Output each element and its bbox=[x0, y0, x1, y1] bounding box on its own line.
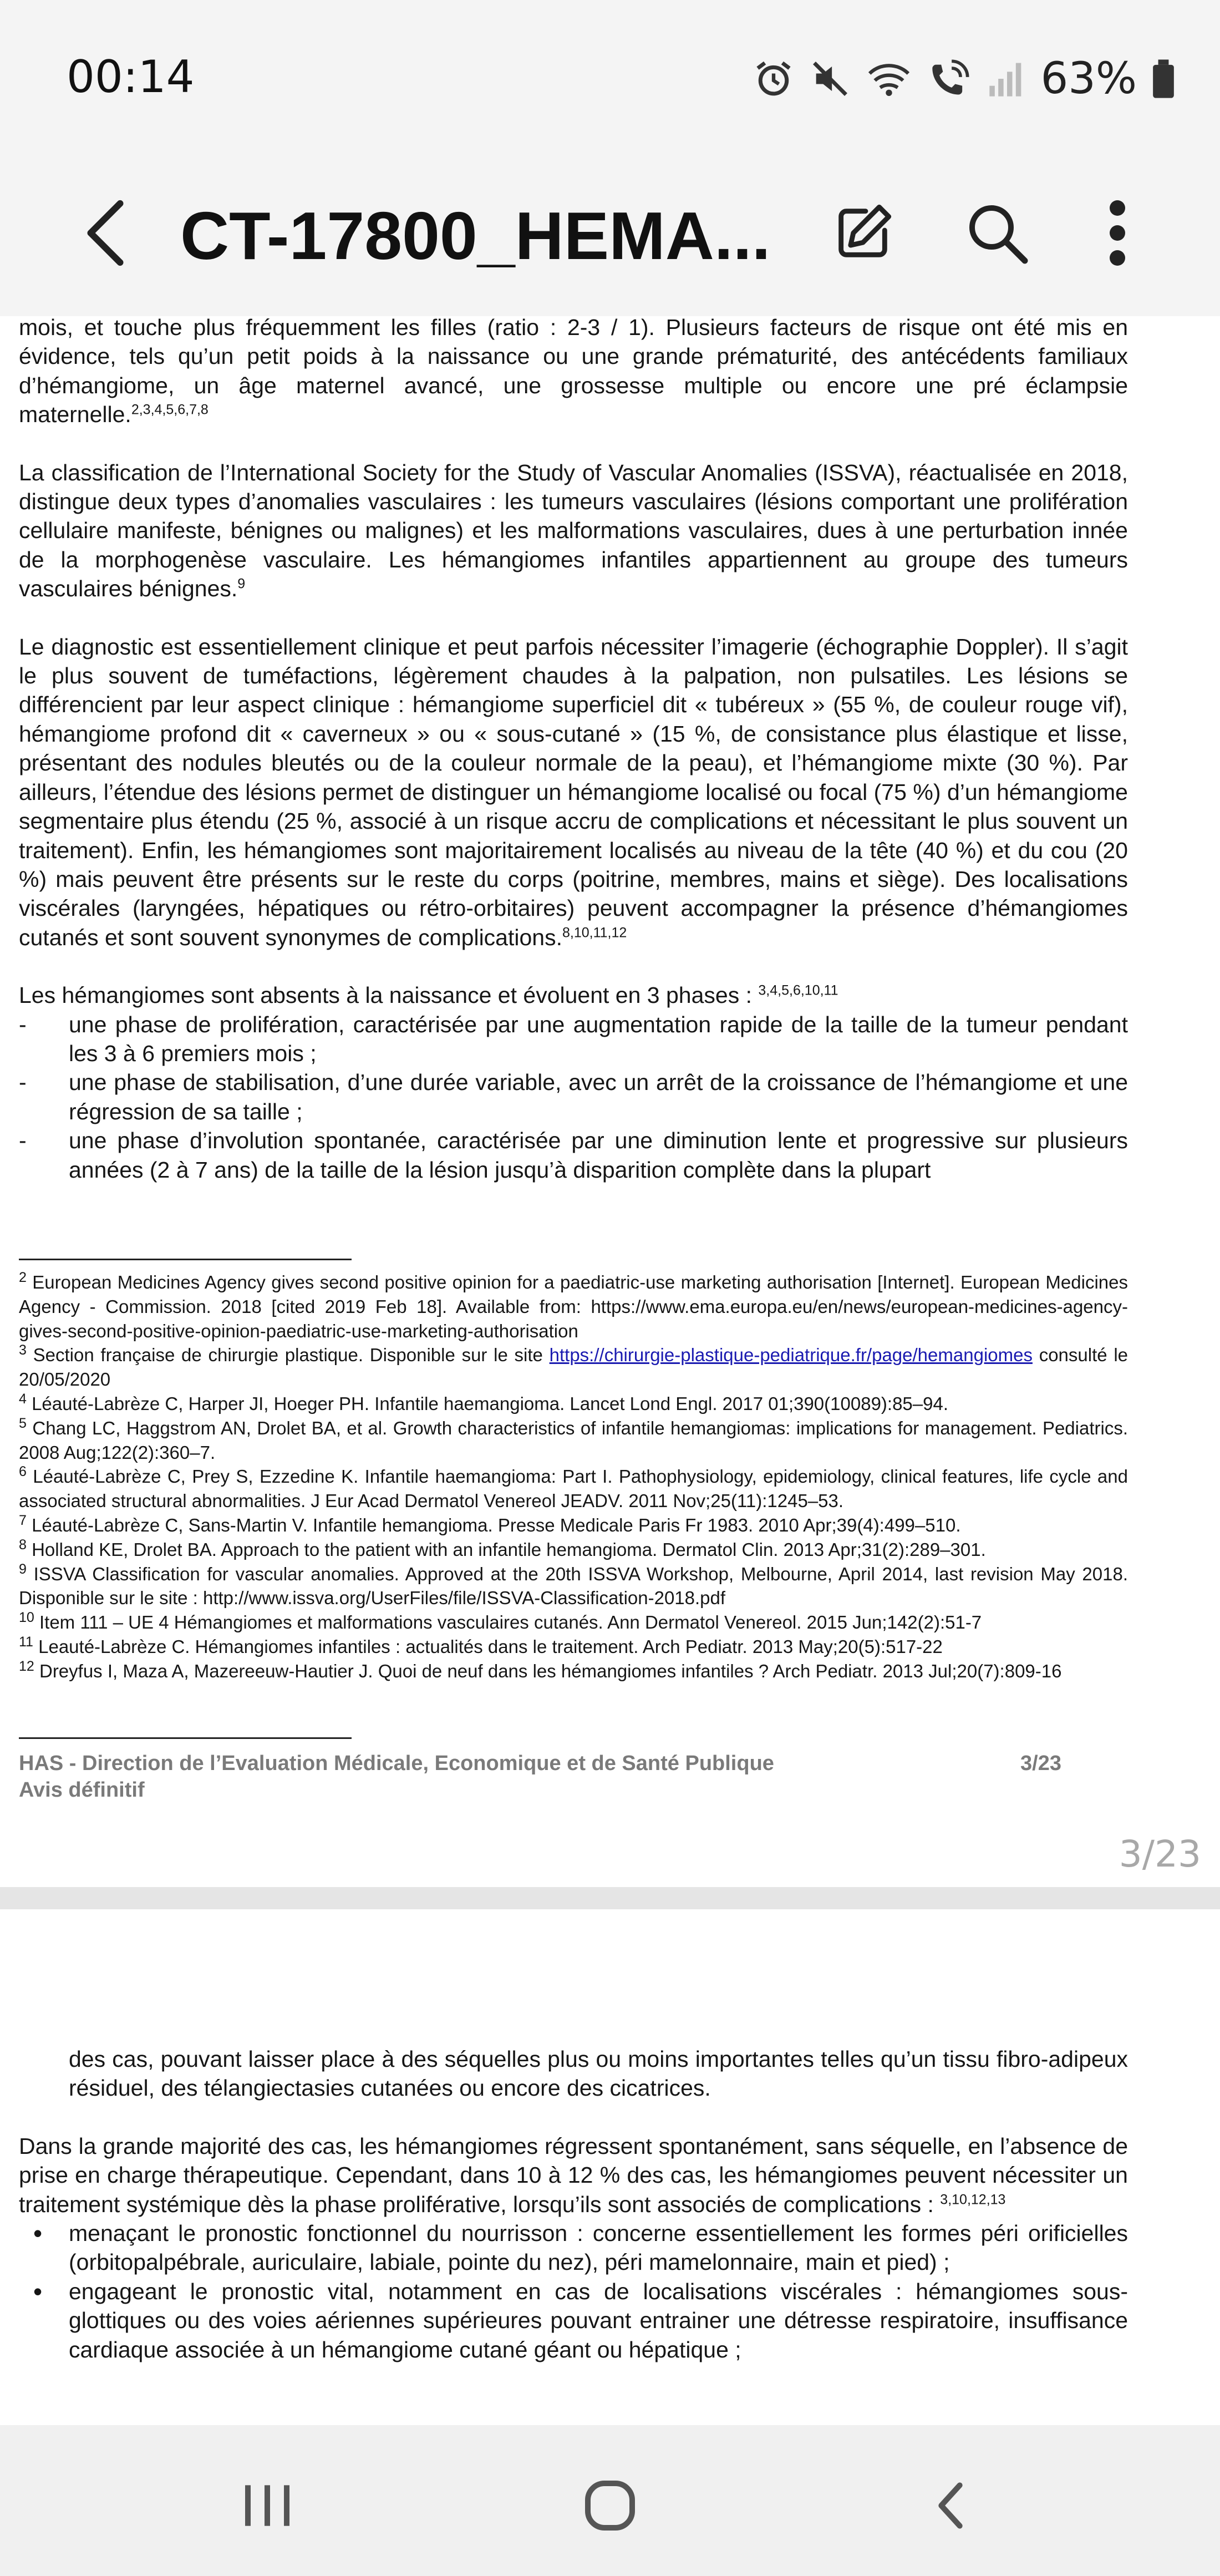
list-item: • engageant le pronostic vital, notamment en cas de localisations viscérales : hémangiomes sous-glottiques ou des voies aériennes supérieures pouvant entrainer une détresse respiratoire, insuffisance cardiaque associée à un hémangiome cutané géant ou hépatique ; bbox=[19, 2277, 1128, 2364]
footnote: $^3$ Section française de chirurgie plastique. Disponible sur le site https://chirurgie-plastique-pediatrique.fr/page/hemangiomes consulté le 20/05/2020 bbox=[19, 1342, 1128, 1390]
back-button[interactable] bbox=[72, 189, 139, 277]
search-icon bbox=[964, 200, 1030, 266]
alarm-icon bbox=[753, 58, 795, 100]
footnote: $^8$ Holland KE, Drolet BA. Approach to the patient with an infantile hemangioma. Dermatol Clin. 2013 Apr;31(2):289–301. bbox=[19, 1537, 986, 1560]
status-time: 00:14 bbox=[67, 51, 195, 103]
document-page-4[interactable] bbox=[0, 1909, 1220, 2425]
wifi-icon bbox=[866, 58, 912, 100]
document-page-3[interactable] bbox=[0, 316, 1220, 1887]
paragraph-diagnosis: Le diagnostic est essentiellement clinique et peut parfois nécessiter l’imagerie (échographie Doppler). Il s’agit le plus souvent de tuméfactions, légèrement chaudes à la palpation, non pulsatiles. Les lésions se différencient par leur aspect clinique : hémangiome superficiel dit « tubéreux » (55 %, de couleur rouge vif), hémangiome profond dit « caverneux » ou « sous-cutané » (15 %, de consistance plus élastique et lisse, présentant des nodules bleutés ou de la couleur normale de la peau), et l’hémangiome mixte (30 %). Par ailleurs, l’étendue des lésions permet de distinguer un hémangiome localisé ou focal (75 %) d’un hémangiome segmentaire plus étendu (25 %, associé à un risque accru de complications et nécessitant le plus souvent un traitement). Enfin, les hémangiomes sont majoritairement localisés au niveau de la tête (40 %) et du cou (20 %) mais peuvent être présents sur le reste du corps (poitrine, membres, mains et siège). Des localisations viscérales (laryngées, hépatiques ou rétro-orbitaires) peuvent accompagner la présence d’hémangiomes cutanés et sont souvent synonymes de complications.$^{8,10,11,12}$ bbox=[19, 633, 1128, 950]
footnote: $^6$ Léauté-Labrèze C, Prey S, Ezzedine K. Infantile haemangioma: Part I. Pathophysiology, epidemiology, clinical features, life cycle and associated structural abnormalities. J Eur Acad Dermatol Venereol JEADV. 2011 Nov;25(11):1245–53. bbox=[19, 1464, 1128, 1512]
page-indicator: 3/23 bbox=[1119, 1833, 1201, 1875]
footnote: $^2$ European Medicines Agency gives second positive opinion for a paediatric-use marketing authorisation [Internet]. European Medicines Agency - Commission. 2018 [cited 2019 Feb 18]. Available from: https://www.ema.europa.eu/en/news/european-medicines-agency-gives-second-positive-opinion-paediatric-use-marketing-authorisation bbox=[19, 1270, 1128, 1341]
battery-percent: 63% bbox=[1040, 54, 1137, 104]
footnote: $^4$ Léauté-Labrèze C, Harper JI, Hoeger PH. Infantile haemangioma. Lancet Lond Engl. 2017 01;390(10089):85–94. bbox=[19, 1391, 949, 1414]
list-item: - une phase d’involution spontanée, caractérisée par une diminution lente et progressive sur plusieurs années (2 à 7 ans) de la taille de la lésion jusqu’à disparition complète dans la plupart bbox=[19, 1126, 1128, 1184]
back-nav-icon bbox=[931, 2478, 970, 2533]
page-3-body bbox=[19, 316, 1128, 1184]
status-bar bbox=[0, 0, 1220, 150]
footnote: $^9$ ISSVA Classification for vascular anomalies. Approved at the 20th ISSVA Workshop, Melbourne, April 2014, last revision May 2018. Disponible sur le site : http://www.issva.org/UserFiles/file/ISSVA-Classification-2018.pdf bbox=[19, 1561, 1128, 1609]
wifi-calling-icon bbox=[927, 58, 973, 100]
search-button[interactable] bbox=[958, 194, 1036, 272]
phases-list bbox=[19, 1010, 1128, 1184]
paragraph-risk-factors: mois, et touche plus fréquemment les filles (ratio : 2-3 / 1). Plusieurs facteurs de risque ont été mis en évidence, tels qu’un petit poids à la naissance ou une grande prématurité, des antécédents familiaux d’hémangiome, un âge maternel avancé, une grossesse multiple ou encore une pré éclampsie maternelle.$^{2,3,4,5,6,7,8}$ bbox=[19, 316, 1128, 428]
title-bar bbox=[0, 150, 1220, 316]
paragraph-continuation: des cas, pouvant laisser place à des séquelles plus ou moins importantes telles qu’un tissu fibro-adipeux résiduel, des télangiectasies cutanées ou encore des cicatrices. bbox=[69, 2046, 1128, 2101]
page-footer bbox=[19, 1737, 1128, 1803]
complications-list bbox=[19, 2219, 1128, 2364]
recent-apps-button[interactable] bbox=[223, 2464, 312, 2547]
phases-intro: Les hémangiomes sont absents à la naissance et évoluent en 3 phases : $^{3,4,5,6,10,11}$ bbox=[19, 982, 838, 1008]
mute-icon bbox=[809, 58, 851, 100]
footnotes bbox=[19, 1259, 1128, 1683]
footnote: $^7$ Léauté-Labrèze C, Sans-Martin V. Infantile hemangioma. Presse Medicale Paris Fr 1983. 2010 Apr;39(4):499–510. bbox=[19, 1512, 961, 1535]
list-item: - une phase de stabilisation, d’une durée variable, avec un arrêt de la croissance de l’hémangiome et une régression de sa taille ; bbox=[19, 1068, 1128, 1126]
signal-icon bbox=[988, 58, 1026, 100]
document-title: CT-17800_HEMA... bbox=[180, 198, 771, 273]
footnote: $^{12}$ Dreyfus I, Maza A, Mazereeuw-Hautier J. Quoi de neuf dans les hémangiomes infantiles ? Arch Pediatr. 2013 Jul;20(7):809-16 bbox=[19, 1658, 1062, 1681]
home-icon bbox=[582, 2478, 638, 2533]
more-icon bbox=[1106, 200, 1128, 266]
back-icon bbox=[80, 197, 130, 269]
paragraph-issva: La classification de l’International Society for the Study of Vascular Anomalies (ISSVA), réactualisée en 2018, distingue deux types d’anomalies vasculaires : les tumeurs vasculaires (lésions comportant une prolifération cellulaire manifeste, bénignes ou malignes) et les malformations vasculaires, dues à une perturbation innée de la morphogenèse vasculaire. Les hémangiomes infantiles appartiennent au groupe des tumeurs vasculaires bénignes.$^9$ bbox=[19, 459, 1128, 602]
back-nav-button[interactable] bbox=[906, 2464, 995, 2547]
list-item: - une phase de prolifération, caractérisée par une augmentation rapide de la taille de la tumeur pendant les 3 à 6 premiers mois ; bbox=[19, 1010, 1128, 1068]
footer-organization: HAS - Direction de l’Evaluation Médicale, Economique et de Santé Publique Avis définitif 3/23 bbox=[19, 1750, 1128, 1803]
home-button[interactable] bbox=[566, 2464, 654, 2547]
page-4-body bbox=[19, 2045, 1128, 2364]
list-item: • menaçant le pronostic fonctionnel du nourrisson : concerne essentiellement les formes péri orificielles (orbitopalpébrale, auriculaire, labiale, pointe du nez), péri mamelonnaire, main et pied) ; bbox=[19, 2219, 1128, 2277]
battery-icon bbox=[1151, 58, 1176, 100]
footer-page-number: 3/23 bbox=[1020, 1752, 1061, 1775]
footnote: $^{11}$ Leauté-Labrèze C. Hémangiomes infantiles : actualités dans le traitement. Arch Pediatr. 2013 May;20(5):517-22 bbox=[19, 1634, 943, 1657]
footnote-link[interactable]: https://chirurgie-plastique-pediatrique.fr/page/hemangiomes bbox=[549, 1345, 1033, 1366]
footnote: $^{10}$ Item 111 – UE 4 Hémangiomes et malformations vasculaires cutanés. Ann Dermatol Venereol. 2015 Jun;142(2):51-7 bbox=[19, 1610, 982, 1633]
edit-button[interactable] bbox=[824, 194, 902, 272]
footnote: $^5$ Chang LC, Haggstrom AN, Drolet BA, et al. Growth characteristics of infantile hemangiomas: implications for management. Pediatrics. 2008 Aug;122(2):360–7. bbox=[19, 1415, 1128, 1463]
paragraph-treatment: Dans la grande majorité des cas, les hémangiomes régressent spontanément, sans séquelle, en l’absence de prise en charge thérapeutique. Cependant, dans 10 à 12 % des cas, les hémangiomes peuvent nécessiter un traitement systémique dès la phase proliférative, lorsqu’ils sont associés de complications : $^{3,10,12,13}$ bbox=[19, 2133, 1128, 2217]
status-icons bbox=[753, 51, 1176, 107]
recent-apps-icon bbox=[240, 2481, 295, 2531]
more-options-button[interactable] bbox=[1079, 194, 1156, 272]
edit-icon bbox=[830, 200, 896, 266]
navigation-bar bbox=[0, 2425, 1220, 2576]
